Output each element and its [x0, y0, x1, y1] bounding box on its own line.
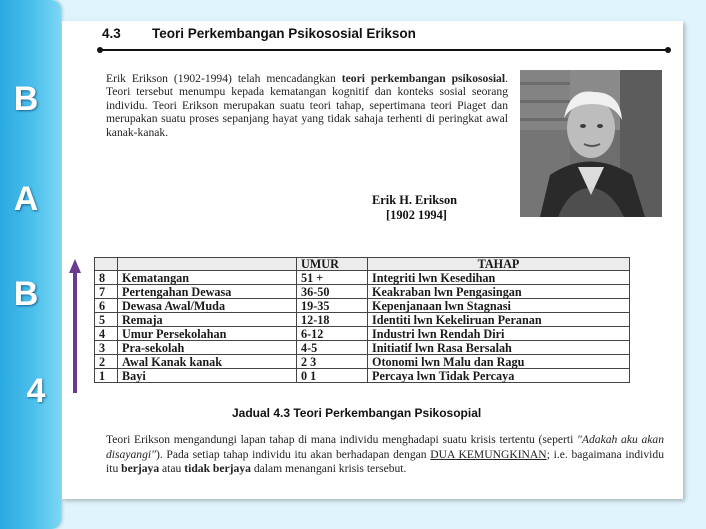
section-title: [102, 26, 416, 41]
closing-bold-berjaya: berjaya: [121, 462, 160, 476]
row-period: Bayi: [118, 369, 297, 383]
row-stage: Initiatif lwn Rasa Bersalah: [368, 341, 630, 355]
closing-text-2: ). Pada setiap tahap individu itu akan berhadapan dengan: [155, 447, 431, 461]
closing-text-5: dalam menangani krisis tersebut.: [250, 462, 407, 476]
row-number: 6: [95, 299, 118, 313]
row-period: Awal Kanak kanak: [118, 355, 297, 369]
table-row: [95, 369, 630, 383]
table-row: [95, 285, 630, 299]
intro-text-1: Erik Erikson (1902-1994) telah mencadangkan: [106, 72, 342, 85]
row-stage: Integriti lwn Kesedihan: [368, 271, 630, 285]
row-number: 7: [95, 285, 118, 299]
sidebar-letter-a: A: [13, 180, 39, 218]
row-number: 1: [95, 369, 118, 383]
closing-text-4: atau: [159, 462, 185, 476]
table-row: [95, 271, 630, 285]
section-title-text: Teori Perkembangan Psikososial Erikson: [152, 26, 416, 41]
row-period: Pra-sekolah: [118, 341, 297, 355]
row-age: 19-35: [297, 299, 368, 313]
row-number: 8: [95, 271, 118, 285]
row-age: 51 +: [297, 271, 368, 285]
row-period: Umur Persekolahan: [118, 327, 297, 341]
row-period: Pertengahan Dewasa: [118, 285, 297, 299]
row-stage: Kepenjanaan lwn Stagnasi: [368, 299, 630, 313]
row-number: 3: [95, 341, 118, 355]
closing-bold-tidak-berjaya: tidak berjaya: [184, 462, 251, 476]
row-age: 12-18: [297, 313, 368, 327]
intro-paragraph: [106, 72, 508, 139]
table-row: [95, 299, 630, 313]
table-header-row: [95, 258, 630, 271]
header-empty-period: [118, 258, 297, 271]
closing-text-1: Teori Erikson mengandungi lapan tahap di mana individu menghadapi suatu krisis tertentu (seperti: [106, 433, 578, 446]
header-empty-no: [95, 258, 118, 271]
row-stage: Industri lwn Rendah Diri: [368, 327, 630, 341]
row-age: 4-5: [297, 341, 368, 355]
row-stage: Keakraban lwn Pengasingan: [368, 285, 630, 299]
intro-text-2: . Teori tersebut menumpu kepada kematangan kognitif dan konteks sosial seorang individu. Teori Erikson merupakan suatu teori tahap, sepertimana teori Piaget dan merupakan suatu proses sepanjang hayat yang tidak sahaja terhenti di peringkat awal kanak-kanak.: [106, 72, 508, 139]
row-number: 4: [95, 327, 118, 341]
table-caption: Jadual 4.3 Teori Perkembangan Psikosopial: [232, 406, 482, 420]
table-row: [95, 327, 630, 341]
document-page: [62, 21, 683, 499]
row-period: Remaja: [118, 313, 297, 327]
row-age: 36-50: [297, 285, 368, 299]
sidebar: [0, 0, 61, 529]
intro-bold-term: teori perkembangan psikososial: [341, 72, 506, 85]
closing-text-3: ; i.e. bagaimana individu itu: [106, 447, 664, 476]
title-rule: [100, 49, 668, 51]
photo-caption-name: Erik H. Erikson: [372, 193, 458, 207]
table-row: [95, 355, 630, 369]
closing-italic-quote: "Adakah aku akan disayangi": [106, 433, 664, 461]
sidebar-number-4: 4: [26, 372, 46, 410]
header-age: UMUR: [297, 258, 368, 271]
stages-table: [94, 257, 630, 383]
header-stage: TAHAP: [368, 258, 630, 271]
row-number: 5: [95, 313, 118, 327]
row-age: 6-12: [297, 327, 368, 341]
closing-underlined-term: DUA KEMUNGKINAN: [430, 447, 547, 461]
section-number: 4.3: [102, 26, 121, 41]
row-stage: Identiti lwn Kekeliruan Peranan: [368, 313, 630, 327]
row-age: 2 3: [297, 355, 368, 369]
row-stage: Otonomi lwn Malu dan Ragu: [368, 355, 630, 369]
up-arrow-icon: [68, 259, 82, 393]
table-row: [95, 341, 630, 355]
row-period: Dewasa Awal/Muda: [118, 299, 297, 313]
closing-paragraph: [106, 433, 664, 477]
row-period: Kematangan: [118, 271, 297, 285]
sidebar-letter-b: B: [13, 80, 39, 118]
sidebar-letter-b2: B: [13, 275, 39, 313]
photo-caption-years: [1902 1994]: [386, 208, 447, 222]
row-number: 2: [95, 355, 118, 369]
table-row: [95, 313, 630, 327]
row-age: 0 1: [297, 369, 368, 383]
erikson-photo: [520, 70, 662, 217]
row-stage: Percaya lwn Tidak Percaya: [368, 369, 630, 383]
